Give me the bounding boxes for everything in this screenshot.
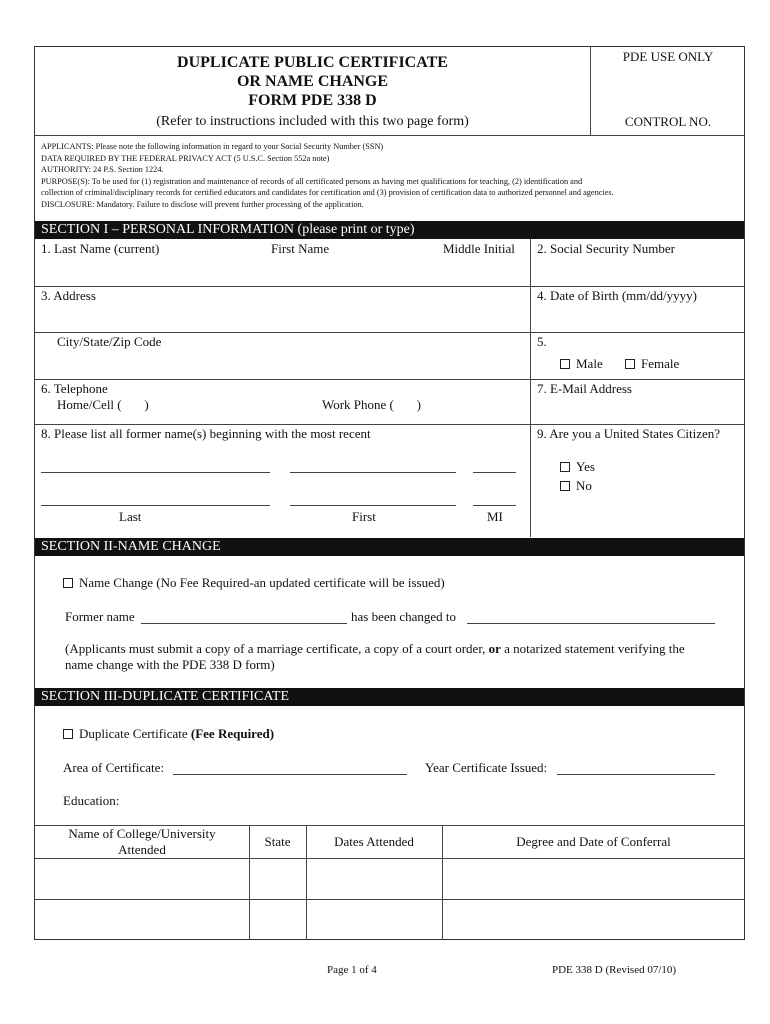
pde-use-only-label: PDE USE ONLY xyxy=(622,49,714,64)
form-container xyxy=(34,46,745,940)
privacy-statement xyxy=(41,141,743,210)
female-checkbox[interactable] xyxy=(625,359,635,369)
area-label: Area of Certificate: xyxy=(63,760,165,775)
name-change-checkbox[interactable] xyxy=(63,578,73,588)
first-name-label: First Name xyxy=(271,241,330,256)
college-header-line: Attended xyxy=(118,842,166,857)
year-issued-label: Year Certificate Issued: xyxy=(425,760,548,775)
section-3-heading: SECTION III-DUPLICATE CERTIFICATE xyxy=(35,688,744,706)
header-bottom-rule xyxy=(35,135,744,136)
state-cell[interactable] xyxy=(250,859,306,899)
address-label: 3. Address xyxy=(41,288,96,303)
changed-to-line[interactable] xyxy=(467,623,715,624)
name-change-label: Name Change (No Fee Required-an updated certificate will be issued) xyxy=(79,575,445,590)
row-rule xyxy=(35,286,744,287)
citizen-label: 9. Are you a United States Citizen? xyxy=(537,426,721,441)
note-text: a notarized statement verifying the xyxy=(500,641,685,656)
privacy-line: PURPOSE(S): To be used for (1) registration and maintenance of records of all certificated persons as having met qualifications for teaching, (2) identification and xyxy=(41,176,583,186)
work-phone-label: Work Phone ( ) xyxy=(322,397,421,412)
former-last-name-line-2[interactable] xyxy=(41,505,270,506)
row-rule xyxy=(35,379,744,380)
college-header-line: Name of College/University xyxy=(68,826,216,841)
degree-cell[interactable] xyxy=(443,900,745,939)
form-title xyxy=(35,53,590,110)
citizen-yes-checkbox[interactable] xyxy=(560,462,570,472)
citizen-no-option[interactable] xyxy=(560,478,592,494)
former-mi-line-2[interactable] xyxy=(473,505,516,506)
title-line-1: DUPLICATE PUBLIC CERTIFICATE xyxy=(177,54,448,71)
citizen-yes-option[interactable] xyxy=(560,459,595,475)
college-cell[interactable] xyxy=(35,900,249,939)
college-column-header xyxy=(35,826,249,858)
degree-column-header: Degree and Date of Conferral xyxy=(516,834,671,849)
no-label: No xyxy=(576,478,592,493)
dob-label: 4. Date of Birth (mm/dd/yyyy) xyxy=(537,288,697,303)
female-label: Female xyxy=(641,356,680,371)
title-line-2: OR NAME CHANGE xyxy=(236,73,389,90)
email-label: 7. E-Mail Address xyxy=(537,381,632,396)
home-cell-label: Home/Cell ( ) xyxy=(57,397,149,412)
telephone-label: 6. Telephone xyxy=(41,381,108,396)
title-line-3: FORM PDE 338 D xyxy=(248,92,377,109)
citizen-no-checkbox[interactable] xyxy=(560,481,570,491)
dates-column-header: Dates Attended xyxy=(334,834,414,849)
former-names-label: 8. Please list all former name(s) beginning with the most recent xyxy=(41,426,371,441)
section-1-heading: SECTION I – PERSONAL INFORMATION (please print or type) xyxy=(35,221,744,239)
page-number: Page 1 of 4 xyxy=(327,964,377,976)
form-revision: PDE 338 D (Revised 07/10) xyxy=(552,964,677,976)
privacy-line: DISCLOSURE: Mandatory. Failure to disclose will prevent further processing of the application. xyxy=(41,199,364,209)
control-no-label: CONTROL NO. xyxy=(624,114,712,129)
middle-initial-label: Middle Initial xyxy=(443,241,515,256)
year-issued-line[interactable] xyxy=(557,774,715,775)
note-text: (Applicants must submit a copy of a marriage certificate, a copy of a court order, xyxy=(65,641,489,656)
state-cell[interactable] xyxy=(250,900,306,939)
former-name-line[interactable] xyxy=(141,623,347,624)
section-1-column-divider xyxy=(530,239,531,537)
duplicate-certificate-checkbox[interactable] xyxy=(63,729,73,739)
privacy-line: collection of criminal/disciplinary records for certified educators and candidates for certification and (3) provision of certification data to authorized personnel and agencies. xyxy=(41,188,614,197)
form-subtitle: (Refer to instructions included with this two page form) xyxy=(156,114,469,129)
privacy-line: APPLICANTS: Please note the following information in regard to your Social Security Number (SSN) xyxy=(41,142,384,151)
duplicate-label: Duplicate Certificate xyxy=(79,726,191,741)
name-change-option[interactable] xyxy=(63,575,445,591)
former-first-name-line-1[interactable] xyxy=(290,472,456,473)
last-name-label: 1. Last Name (current) xyxy=(41,241,160,256)
name-change-note xyxy=(65,641,737,673)
area-line[interactable] xyxy=(173,774,407,775)
duplicate-certificate-option[interactable] xyxy=(63,726,274,742)
former-first-name-line-2[interactable] xyxy=(290,505,456,506)
privacy-line: AUTHORITY: 24 P.S. Section 1224. xyxy=(41,165,164,174)
former-name-label: Former name xyxy=(65,609,135,624)
fee-required-label: (Fee Required) xyxy=(190,726,275,741)
dates-cell[interactable] xyxy=(307,859,442,899)
section-2-heading: SECTION II-NAME CHANGE xyxy=(35,538,744,556)
education-label: Education: xyxy=(63,793,120,808)
changed-to-label: has been changed to xyxy=(351,609,457,624)
former-mi-line-1[interactable] xyxy=(473,472,516,473)
male-label: Male xyxy=(576,356,603,371)
degree-cell[interactable] xyxy=(443,859,745,899)
former-last-name-line-1[interactable] xyxy=(41,472,270,473)
male-checkbox[interactable] xyxy=(560,359,570,369)
note-or: or xyxy=(488,641,501,656)
male-option[interactable] xyxy=(560,356,603,372)
mi-column-label: MI xyxy=(487,509,503,524)
note-text: name change with the PDE 338 D form) xyxy=(65,657,275,672)
item-5-label: 5. xyxy=(537,334,547,349)
ssn-label: 2. Social Security Number xyxy=(537,241,675,256)
city-state-zip-label: City/State/Zip Code xyxy=(57,334,162,349)
yes-label: Yes xyxy=(576,459,595,474)
first-column-label: First xyxy=(352,509,376,524)
last-column-label: Last xyxy=(119,509,142,524)
college-cell[interactable] xyxy=(35,859,249,899)
dates-cell[interactable] xyxy=(307,900,442,939)
row-rule xyxy=(35,424,744,425)
row-rule xyxy=(35,332,744,333)
state-column-header: State xyxy=(264,834,291,849)
privacy-line: DATA REQUIRED BY THE FEDERAL PRIVACY ACT (5 U.S.C. Section 552a note) xyxy=(41,153,330,163)
female-option[interactable] xyxy=(625,356,679,372)
